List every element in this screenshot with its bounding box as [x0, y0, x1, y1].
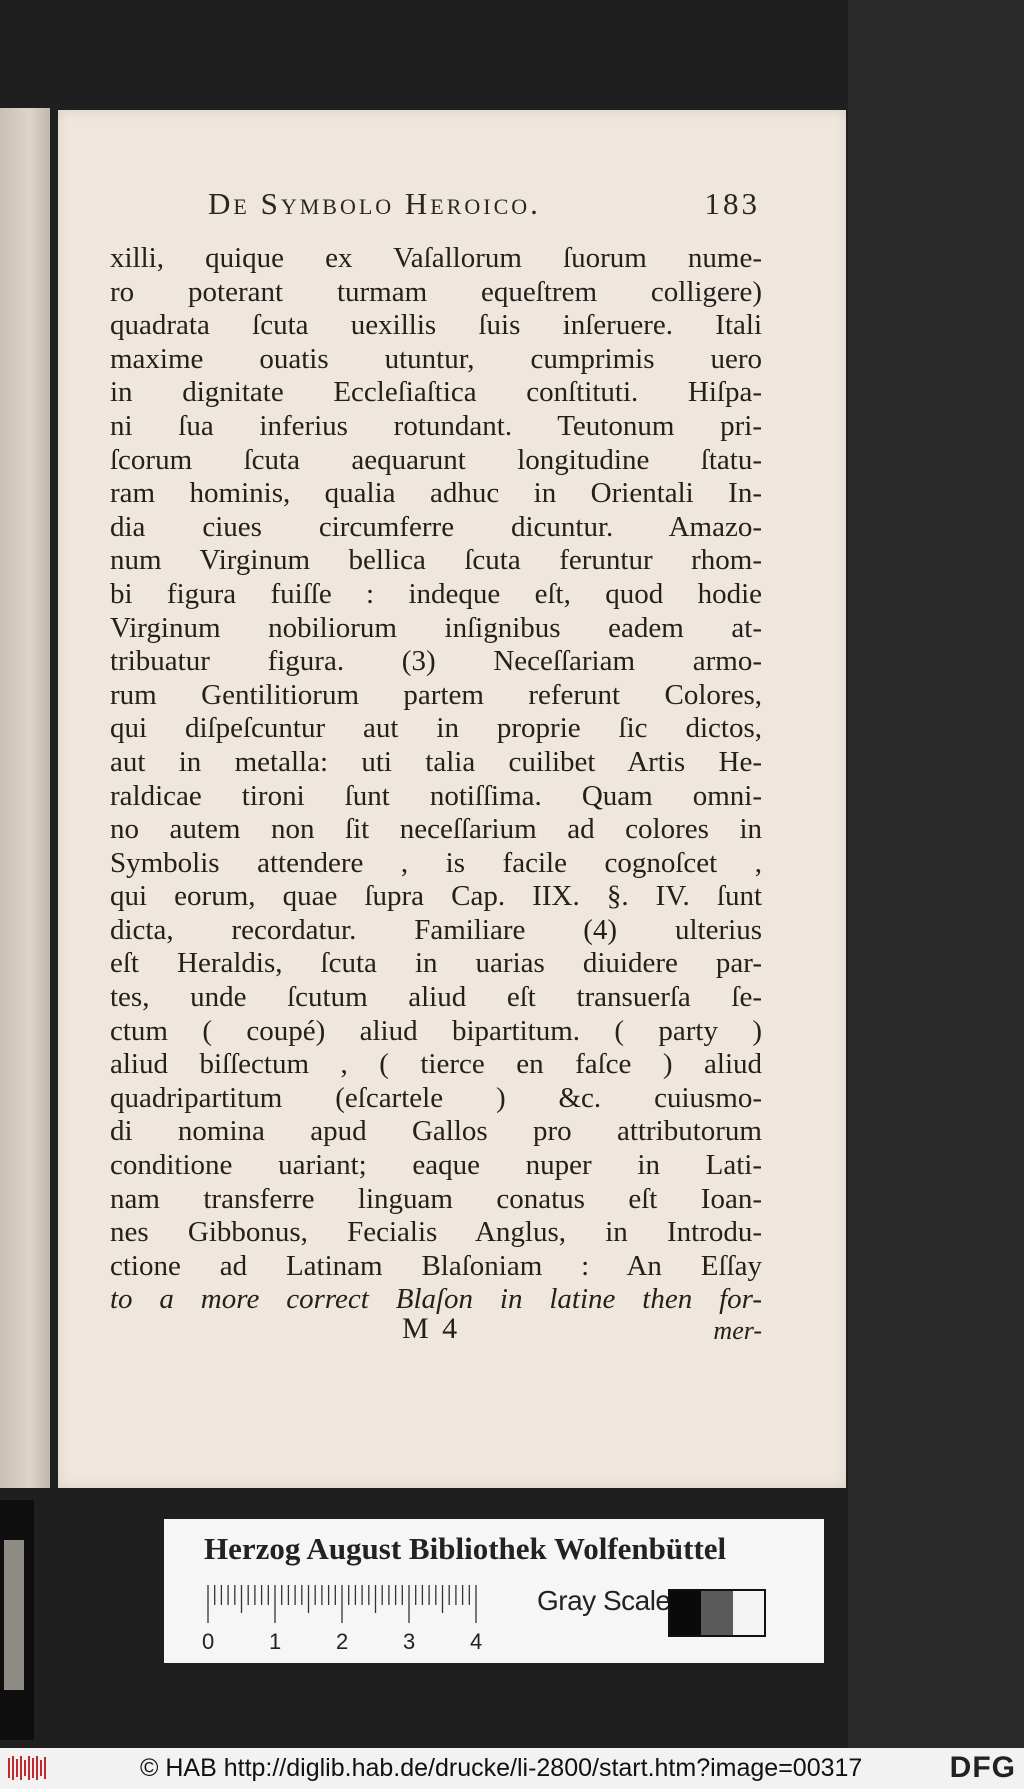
text-line: tribuatur figura. (3) Neceſſariam armo-: [110, 645, 762, 678]
footer-bar: [0, 1748, 1024, 1789]
text-line: nes Gibbonus, Fecialis Anglus, in Introdu-: [110, 1216, 762, 1249]
text-line: ram hominis, qualia adhuc in Orientali In-: [110, 477, 762, 510]
text-line: ro poterant turmam equeſtrem colligere): [110, 275, 762, 308]
left-page-edge: [0, 108, 50, 1488]
color-reference-card: [164, 1519, 824, 1663]
text-line: ctum ( coupé) aliud bipartitum. ( party ): [110, 1014, 762, 1047]
ruler-label: 1: [269, 1629, 282, 1654]
ruler-label: 0: [202, 1629, 215, 1654]
text-line: nam transferre linguam conatus eſt Ioan-: [110, 1182, 762, 1215]
ruler-label: 4: [470, 1629, 483, 1654]
text-line: di nomina apud Gallos pro attributorum: [110, 1115, 762, 1148]
text-line: qui eorum, quae ſupra Cap. IIX. §. IV. ſunt: [110, 880, 762, 913]
ruler-label: 3: [403, 1629, 416, 1654]
signature-mark: M 4: [402, 1312, 461, 1345]
text-line: no autem non ſit neceſſarium ad colores in: [110, 813, 762, 846]
text-line: num Virginum bellica ſcuta feruntur rhom-: [110, 544, 762, 577]
background-right: [848, 0, 1024, 1748]
text-line: qui diſpeſcuntur aut in proprie ſic dictos,: [110, 712, 762, 745]
text-line: aut in metalla: uti talia cuilibet Artis He-: [110, 745, 762, 778]
text-line: quadrata ſcuta uexillis ſuis inſeruere. Itali: [110, 309, 762, 342]
card-title: Herzog August Bibliothek Wolfenbüttel: [204, 1531, 727, 1566]
hab-logo-icon: [6, 1754, 50, 1782]
running-title: De Symbolo Heroico.: [208, 186, 541, 221]
text-line: dia ciues circumferre dicuntur. Amazo-: [110, 510, 762, 543]
book-page: [58, 110, 846, 1488]
gray-scale-label: Gray Scale: [537, 1585, 671, 1616]
text-line: Symbolis attendere , is facile cognoſcet ,: [110, 846, 762, 879]
text-line: eſt Heraldis, ſcuta in uarias diuidere par-: [110, 947, 762, 980]
text-line: Virginum nobiliorum inſignibus eadem at-: [110, 611, 762, 644]
text-line: ni ſua inferius rotundant. Teutonum pri-: [110, 409, 762, 442]
text-line: bi figura fuiſſe : indeque eſt, quod hodie: [110, 577, 762, 610]
text-line: ctione ad Latinam Blaſoniam : An Eſſay: [110, 1249, 762, 1282]
gray-swatch: [670, 1591, 701, 1635]
text-line: rum Gentilitiorum partem referunt Colores,: [110, 678, 762, 711]
text-line: to a more correct Blaſon in latine then for-: [110, 1283, 762, 1316]
running-head: [208, 186, 760, 230]
text-line: maxime ouatis utuntur, cumprimis uero: [110, 342, 762, 375]
copyright-url[interactable]: © HAB http://diglib.hab.de/drucke/li-2800/start.htm?image=00317: [140, 1754, 863, 1782]
ruler-scale: [204, 1583, 524, 1657]
text-line: aliud biſſectum , ( tierce en faſce ) aliud: [110, 1048, 762, 1081]
gray-swatch: [733, 1591, 764, 1635]
text-line: raldicae tironi ſunt notiſſima. Quam omni-: [110, 779, 762, 812]
text-line: dicta, recordatur. Familiare (4) ulterius: [110, 913, 762, 946]
catchword: mer-: [713, 1316, 762, 1345]
body-text: [110, 242, 762, 1317]
text-line: ſcorum ſcuta aequarunt longitudine ſtatu-: [110, 443, 762, 476]
gray-swatches: [668, 1589, 766, 1637]
text-line: quadripartitum (eſcartele ) &c. cuiusmo-: [110, 1081, 762, 1114]
text-line: tes, unde ſcutum aliud eſt transuerſa ſe-: [110, 981, 762, 1014]
ruler-label: 2: [336, 1629, 349, 1654]
book-spine: [0, 1500, 34, 1740]
gray-swatch: [701, 1591, 732, 1635]
dfg-logo: DFG: [949, 1751, 1016, 1784]
page-number: 183: [704, 186, 760, 221]
text-line: in dignitate Eccleſiaſtica conſtituti. Hiſpa-: [110, 376, 762, 409]
text-line: xilli, quique ex Vaſallorum ſuorum nume-: [110, 242, 762, 274]
text-line: conditione uariant; eaque nuper in Lati-: [110, 1149, 762, 1182]
